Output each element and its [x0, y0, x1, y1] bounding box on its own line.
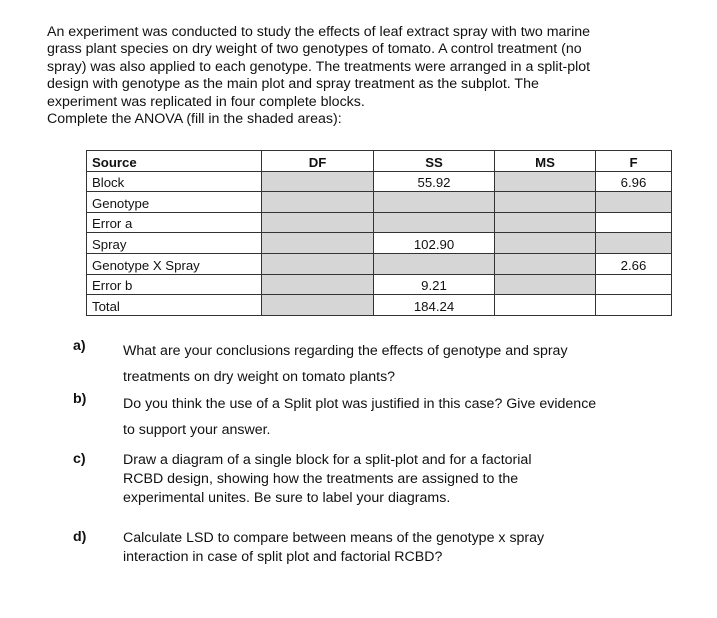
intro-line: design with genotype as the main plot and spray treatment as the subplot. The [47, 76, 539, 93]
ss-cell-shaded[interactable] [374, 192, 495, 213]
header-source: Source [87, 151, 262, 172]
question-text-line: Draw a diagram of a single block for a split-plot and for a factorial [123, 452, 532, 468]
df-cell-shaded[interactable] [262, 295, 374, 316]
question-text-line: RCBD design, showing how the treatments are assigned to the [123, 471, 519, 487]
intro-line: spray) was also applied to each genotype. The treatments were arranged in a split-plot [47, 58, 591, 75]
intro-line: grass plant species on dry weight of two genotypes of tomato. A control treatment (no [47, 41, 582, 58]
question-text-line: What are your conclusions regarding the effects of genotype and spray [123, 343, 568, 359]
df-cell-shaded[interactable] [262, 233, 374, 254]
anova-row-genotype [87, 192, 672, 213]
header-df: DF [262, 151, 374, 172]
anova-row-total [87, 295, 672, 316]
df-cell-shaded[interactable] [262, 212, 374, 233]
ss-cell: 55.92 [374, 171, 495, 192]
ms-cell-shaded[interactable] [495, 212, 596, 233]
f-cell [596, 212, 672, 233]
ms-cell-shaded[interactable] [495, 171, 596, 192]
instruction-line: Complete the ANOVA (fill in the shaded areas): [47, 111, 342, 128]
source-cell: Error a [87, 212, 262, 233]
question-text-line: interaction in case of split plot and factorial RCBD? [123, 549, 443, 565]
question-text-line: to support your answer. [123, 422, 271, 438]
f-cell: 6.96 [596, 171, 672, 192]
ss-cell-shaded[interactable] [374, 253, 495, 274]
intro-line: experiment was replicated in four complete blocks. [47, 93, 365, 110]
ms-cell-shaded[interactable] [495, 192, 596, 213]
ms-cell [495, 295, 596, 316]
ms-cell-shaded[interactable] [495, 253, 596, 274]
f-cell [596, 295, 672, 316]
question-text-line: experimental unites. Be sure to label your diagrams. [123, 490, 451, 506]
ss-cell: 184.24 [374, 295, 495, 316]
question-label: c) [73, 451, 86, 467]
f-cell: 2.66 [596, 253, 672, 274]
anova-row-error-b [87, 274, 672, 295]
problem-statement [47, 24, 667, 128]
question-label: d) [73, 529, 87, 545]
ss-cell: 102.90 [374, 233, 495, 254]
source-cell: Block [87, 171, 262, 192]
source-cell: Error b [87, 274, 262, 295]
f-cell-shaded[interactable] [596, 192, 672, 213]
question-label: b) [73, 391, 87, 407]
question-text-line: Calculate LSD to compare between means of the genotype x spray [123, 530, 545, 546]
anova-row-spray [87, 233, 672, 254]
df-cell-shaded[interactable] [262, 192, 374, 213]
source-cell: Total [87, 295, 262, 316]
df-cell-shaded[interactable] [262, 274, 374, 295]
df-cell-shaded[interactable] [262, 171, 374, 192]
source-cell: Genotype X Spray [87, 253, 262, 274]
ss-cell: 9.21 [374, 274, 495, 295]
f-cell-shaded[interactable] [596, 233, 672, 254]
source-cell: Spray [87, 233, 262, 254]
anova-row-genotype-x-spray [87, 253, 672, 274]
ms-cell-shaded[interactable] [495, 274, 596, 295]
anova-table [86, 150, 672, 316]
header-ss: SS [374, 151, 495, 172]
question-text-line: treatments on dry weight on tomato plants? [123, 369, 396, 385]
ss-cell-shaded[interactable] [374, 212, 495, 233]
ms-cell-shaded[interactable] [495, 233, 596, 254]
question-label: a) [73, 338, 86, 354]
header-f: F [596, 151, 672, 172]
intro-line: An experiment was conducted to study the effects of leaf extract spray with two marine [47, 24, 591, 40]
header-ms: MS [495, 151, 596, 172]
f-cell [596, 274, 672, 295]
anova-row-block [87, 171, 672, 192]
anova-row-error-a [87, 212, 672, 233]
df-cell-shaded[interactable] [262, 253, 374, 274]
anova-header-row [87, 151, 672, 172]
source-cell: Genotype [87, 192, 262, 213]
question-text-line: Do you think the use of a Split plot was justified in this case? Give evidence [123, 396, 597, 412]
